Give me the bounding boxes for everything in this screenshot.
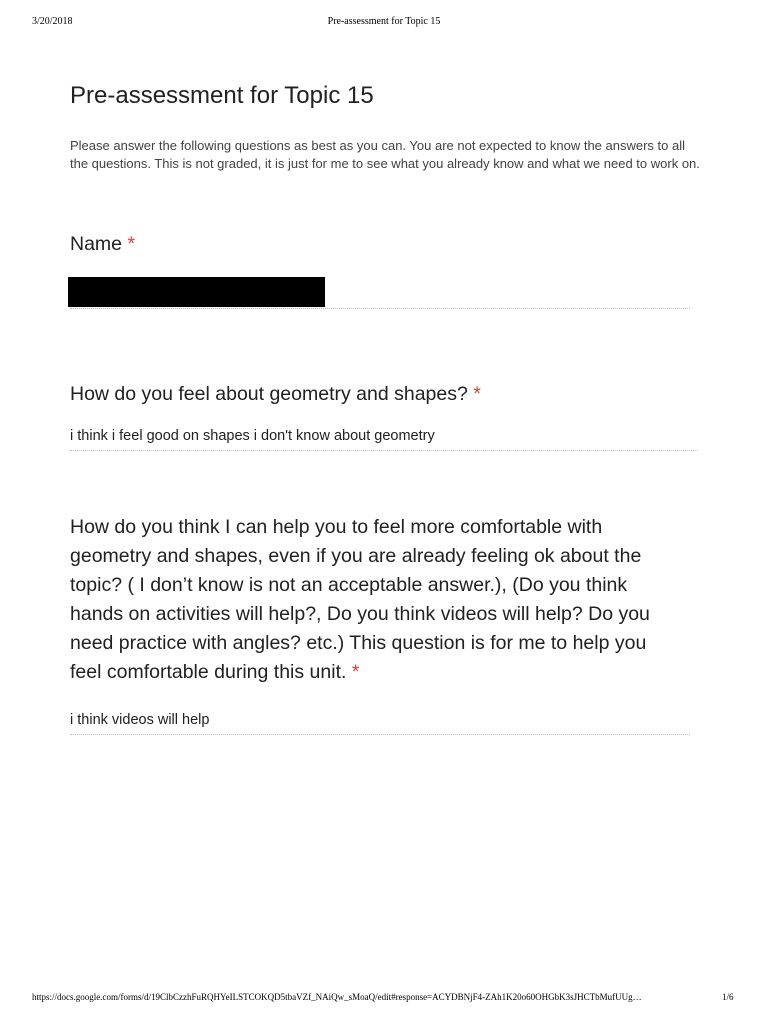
form-description: Please answer the following questions as best as you can. You are not expected to know the answers to all the questions. This is not graded, it is just for me to see what you already know and what we need to work on.	[70, 138, 700, 171]
question-help-comfort-text: How do you think I can help you to feel more comfortable with geometry and shapes, even if you are already feeling ok about the topic? ( I don’t know is not an acceptable answer.), (Do you think hands on activities will help?, Do you think videos will help? Do you need practice with angles? etc.) This question is for me to help you feel comfortable during this unit.	[70, 516, 650, 683]
help-comfort-answer: i think videos will help	[70, 712, 210, 728]
name-answer-redacted	[68, 277, 325, 307]
print-title: Pre-assessment for Topic 15	[327, 16, 441, 27]
print-header	[0, 16, 768, 30]
form-title: Pre-assessment for Topic 15	[70, 82, 374, 109]
question-name-label	[70, 233, 135, 256]
required-star: *	[473, 383, 481, 405]
print-date: 3/20/2018	[32, 16, 73, 27]
print-url: https://docs.google.com/forms/d/19ClbCzzhFuRQHYeILSTCOKQD5tbaVZf_NAiQw_sMoaQ/edit#response=ACYDBNjF4-ZAh1K20o60OHGbK3sJHCTbMufUUg…	[32, 992, 642, 1002]
question-geometry-feeling-text: How do you feel about geometry and shapes?	[70, 383, 468, 405]
print-page-number: 1/6	[722, 992, 734, 1002]
geometry-feeling-answer-underline	[70, 450, 698, 451]
question-help-comfort-label	[70, 513, 680, 687]
help-comfort-answer-underline	[70, 734, 690, 735]
name-answer-underline	[70, 308, 690, 309]
required-star: *	[351, 661, 360, 683]
question-name-text: Name	[70, 233, 123, 255]
required-star: *	[127, 233, 136, 255]
question-geometry-feeling-label	[70, 383, 481, 406]
geometry-feeling-answer: i think i feel good on shapes i don't know about geometry	[70, 428, 435, 444]
print-footer	[0, 992, 768, 1006]
